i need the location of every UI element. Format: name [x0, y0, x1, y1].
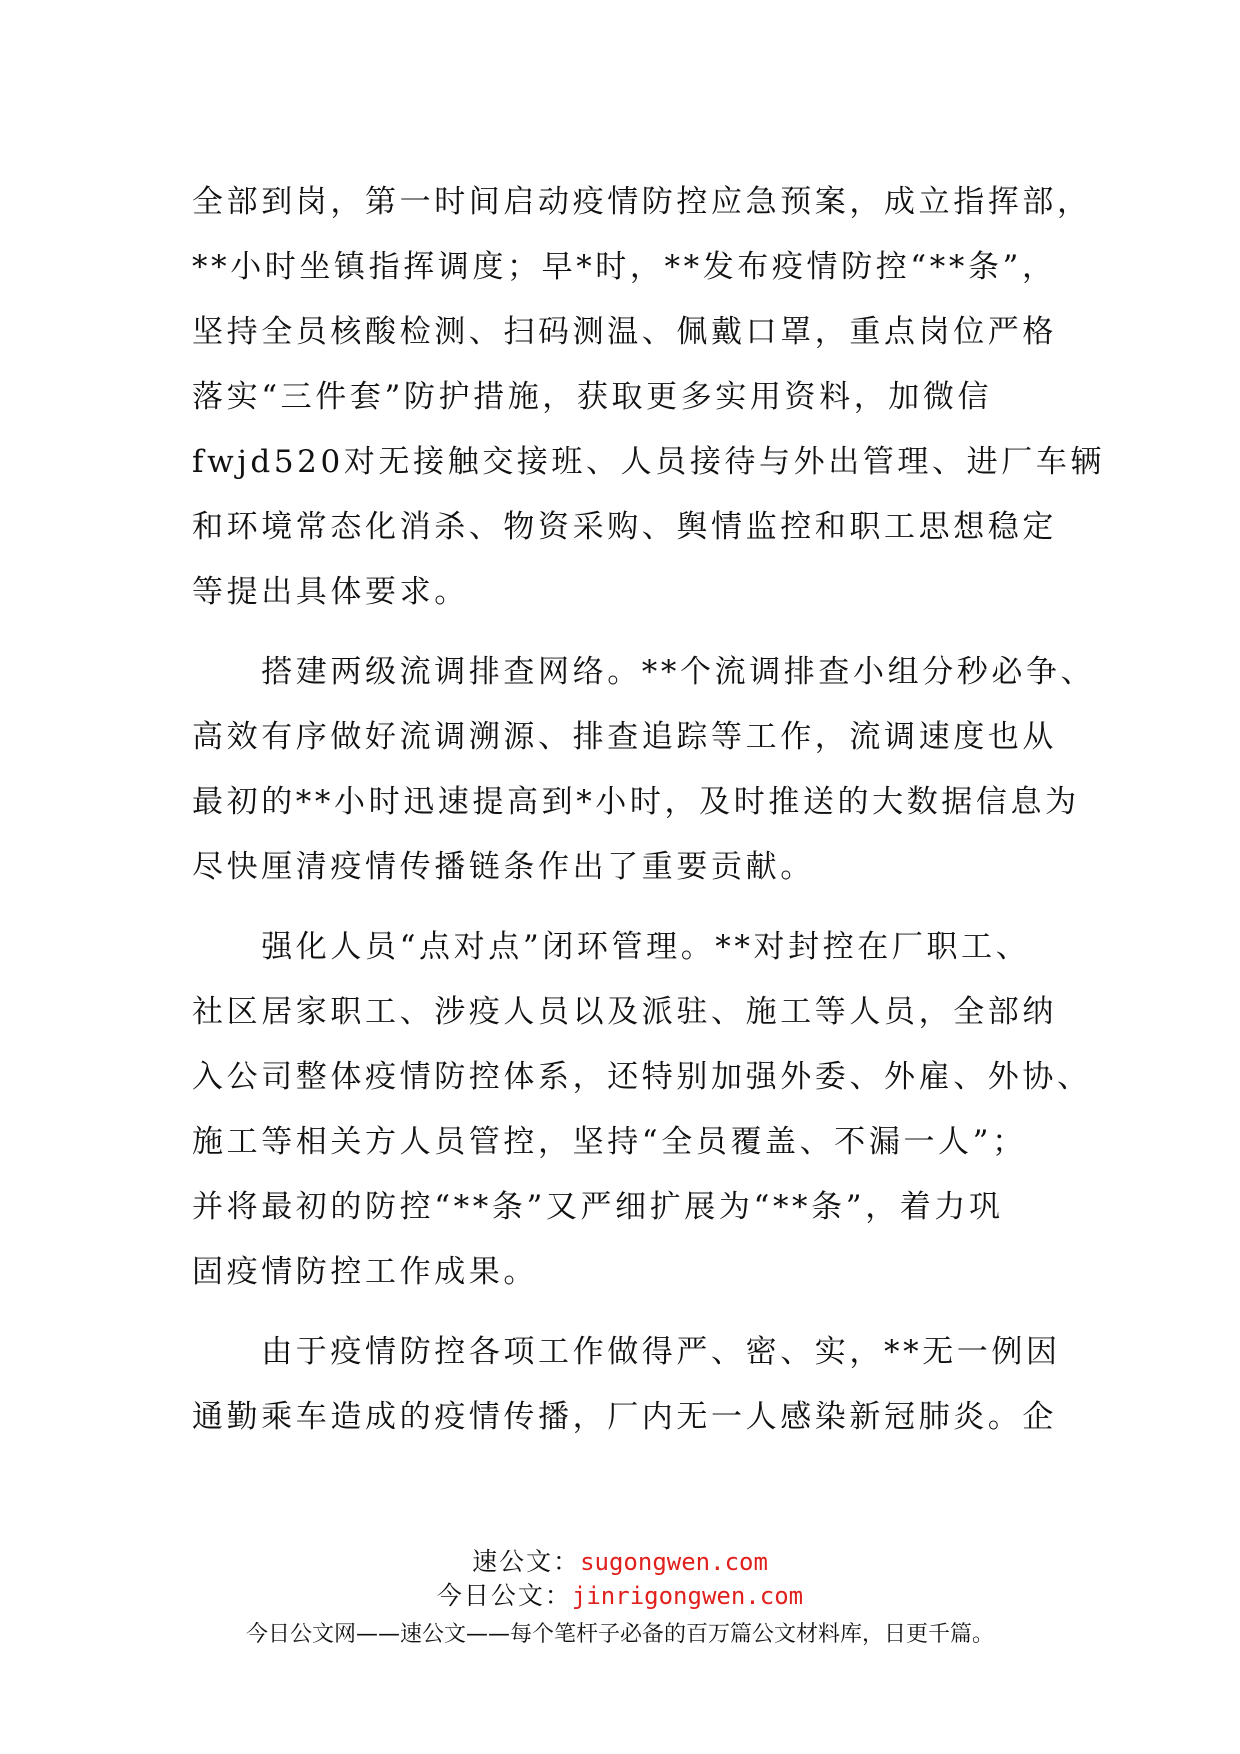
paragraph-1 — [192, 170, 1106, 625]
footer-row-jinrigongwen — [0, 1579, 1240, 1613]
text-line: 和环境常态化消杀、物资采购、舆情监控和职工思想稳定 — [192, 509, 1057, 545]
footer-row-sugongwen — [0, 1545, 1240, 1579]
text-line: 坚持全员核酸检测、扫码测温、佩戴口罩，重点岗位严格 — [192, 314, 1057, 350]
text-line: 高效有序做好流调溯源、排查追踪等工作，流调速度也从 — [192, 719, 1057, 755]
text-line: 固疫情防控工作成果。 — [192, 1254, 538, 1290]
text-line: 最初的**小时迅速提高到*小时，及时推送的大数据信息为 — [192, 784, 1080, 820]
paragraph-gap — [192, 625, 1052, 640]
text-line: 尽快厘清疫情传播链条作出了重要贡献。 — [192, 849, 815, 885]
document-body — [192, 170, 1106, 1450]
paragraph-2 — [192, 640, 1096, 900]
text-line: **小时坐镇指挥调度；早*时，**发布疫情防控“**条”， — [192, 249, 1057, 285]
text-line: 落实“三件套”防护措施，获取更多实用资料，加微信 — [192, 379, 993, 415]
text-line: 全部到岗，第一时间启动疫情防控应急预案，成立指挥部， — [192, 184, 1092, 220]
footer-tagline: 今日公文网——速公文——每个笔杆子必备的百万篇公文材料库，日更千篇。 — [245, 1622, 994, 1647]
paragraph-3 — [192, 915, 1092, 1305]
jinrigongwen-link[interactable]: jinrigongwen.com — [571, 1582, 804, 1610]
text-line: 强化人员“点对点”闭环管理。**对封控在厂职工、 — [192, 929, 1031, 965]
text-line: 社区居家职工、涉疫人员以及派驻、施工等人员，全部纳 — [192, 994, 1057, 1030]
text-line: 搭建两级流调排查网络。**个流调排查小组分秒必争、 — [192, 654, 1096, 690]
text-line: 等提出具体要求。 — [192, 574, 469, 610]
paragraph-4 — [192, 1320, 1061, 1450]
text-line: 入公司整体疫情防控体系，还特别加强外委、外雇、外协、 — [192, 1059, 1092, 1095]
paragraph-gap — [192, 1305, 1052, 1320]
footer-label: 今日公文： — [436, 1581, 572, 1610]
text-line: 由于疫情防控各项工作做得严、密、实，**无一例因 — [192, 1334, 1061, 1370]
footer-label: 速公文： — [472, 1547, 581, 1576]
text-line: 通勤乘车造成的疫情传播，厂内无一人感染新冠肺炎。企 — [192, 1399, 1057, 1435]
text-line: 并将最初的防控“**条”又严细扩展为“**条”，着力巩 — [192, 1189, 1004, 1225]
sugongwen-link[interactable]: sugongwen.com — [580, 1548, 768, 1576]
text-line: fwjd520对无接触交接班、人员接待与外出管理、进厂车辆 — [192, 444, 1106, 480]
text-line: 施工等相关方人员管控，坚持“全员覆盖、不漏一人”； — [192, 1124, 1027, 1160]
paragraph-gap — [192, 900, 1052, 915]
page-footer — [0, 1545, 1240, 1655]
